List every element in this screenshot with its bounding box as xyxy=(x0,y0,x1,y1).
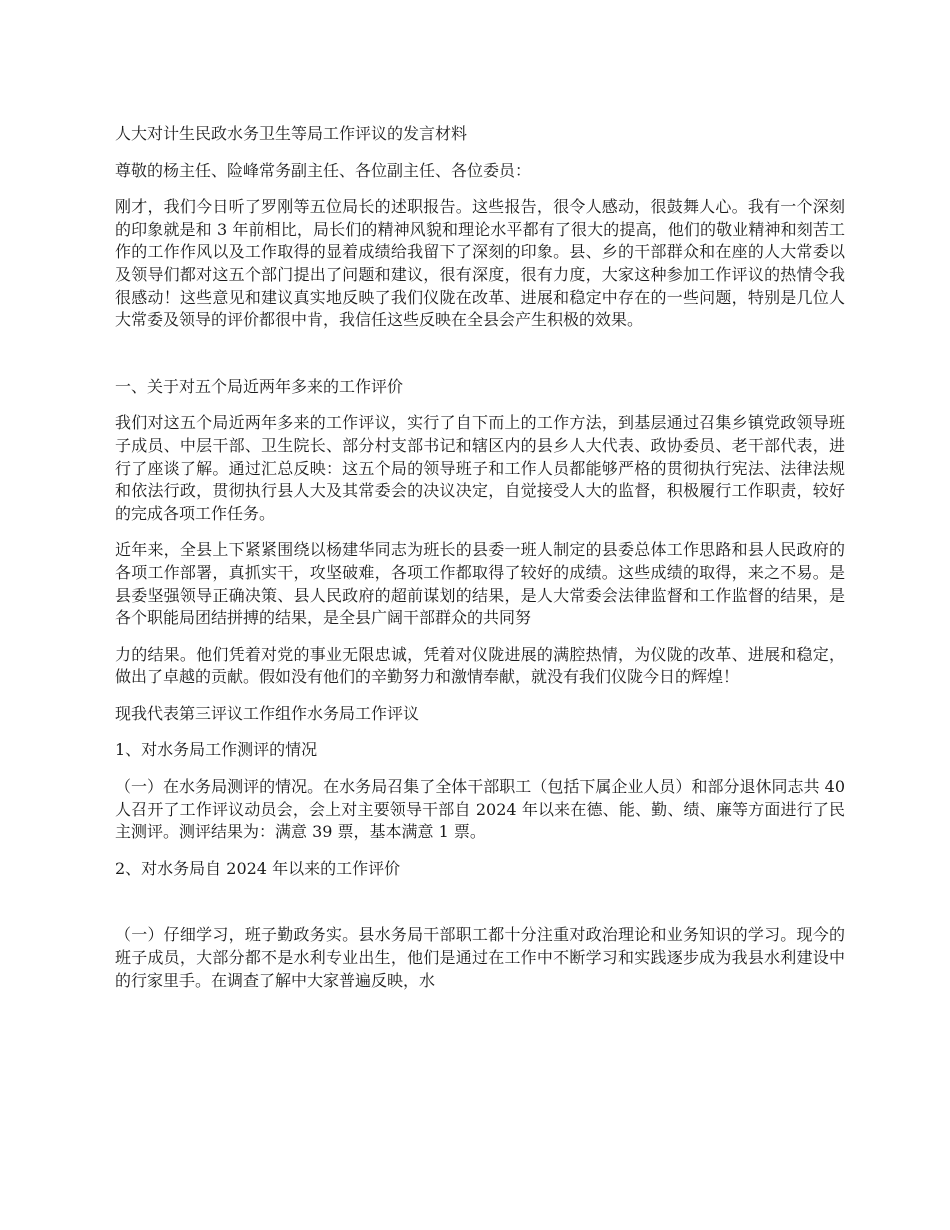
paragraph-study: （一）仔细学习，班子勤政务实。县水务局干部职工都十分注重对政治理论和业务知识的学习。现今的班子成员，大部分都不是水利专业出生，他们是通过在工作中不断学习和实践逐步成为我县水利建设中的行家里手。在调查了解中大家普遍反映，水 xyxy=(115,925,845,990)
paragraph-evaluation-method: 我们对这五个局近两年多来的工作评议，实行了自下而上的工作方法，到基层通过召集乡镇党政领导班子成员、中层干部、卫生院长、部分村支部书记和辖区内的县乡人大代表、政协委员、老干部代表，进行了座谈了解。通过汇总反映：这五个局的领导班子和工作人员都能够严格的贯彻执行宪法、法律法规和依法行政，贯彻执行县人大及其常委会的决议决定，自觉接受人大的监督，积极履行工作职责，较好的完成各项工作任务。 xyxy=(115,413,845,523)
spacer xyxy=(115,894,845,924)
spacer xyxy=(115,346,845,376)
salutation: 尊敬的杨主任、险峰常务副主任、各位副主任、各位委员： xyxy=(115,160,532,180)
subsection-heading-2: 2、对水务局自 2024 年以来的工作评价 xyxy=(115,858,401,878)
paragraph-recent-years: 近年来，全县上下紧紧围绕以杨建华同志为班长的县委一班人制定的县委总体工作思路和县人民政府的各项工作部署，真抓实干，攻坚破难，各项工作都取得了较好的成绩。这些成绩的取得，来之不易。是县委坚强领导正确决策、县人民政府的超前谋划的结果，是人大常委会法律监督和工作监督的结果，是各个职能局团结拼搏的结果，是全县广阔干部群众的共同努 xyxy=(115,540,845,628)
subsection-heading-1: 1、对水务局工作测评的情况 xyxy=(115,740,318,760)
document-page xyxy=(115,123,845,1006)
paragraph-survey: （一）在水务局测评的情况。在水务局召集了全体干部职工（包括下属企业人员）和部分退休同志共 40 人召开了工作评议动员会，会上对主要领导干部自 2024 年以来在德、能、勤、绩、廉等方面进行了民主测评。测评结果为：满意 39 票，基本满意 1 票。 xyxy=(115,777,845,842)
paragraph-representation: 现我代表第三评议工作组作水务局工作评议 xyxy=(115,703,420,723)
document-title: 人大对计生民政水务卫生等局工作评议的发言材料 xyxy=(115,124,468,143)
section-heading-1: 一、关于对五个局近两年多来的工作评价 xyxy=(115,376,404,396)
paragraph-contribution: 力的结果。他们凭着对党的事业无限忠诚，凭着对仪陇进展的满腔热情，为仪陇的改革、进展和稳定，做出了卓越的贡献。假如没有他们的辛勤努力和激情奉献，就没有我们仪陇今日的辉煌！ xyxy=(115,644,845,687)
paragraph-opening: 刚才，我们今日听了罗刚等五位局长的述职报告。这些报告，很令人感动，很鼓舞人心。我有一个深刻的印象就是和 3 年前相比，局长们的精神风貌和理论水平都有了很大的提高，他们的敬业精神和刻苦工作的工作作风以及工作取得的显着成绩给我留下了深刻的印象。县、乡的干部群众和在座的人大常委以及领导们都对这五个部门提出了问题和建议，很有深度，很有力度，大家这种参加工作评议的热情令我很感动！这些意见和建议真实地反映了我们仪陇在改革、进展和稳定中存在的一些问题，特别是几位人大常委及领导的评价都很中肯，我信任这些反映在全县会产生积极的效果。 xyxy=(115,197,845,330)
